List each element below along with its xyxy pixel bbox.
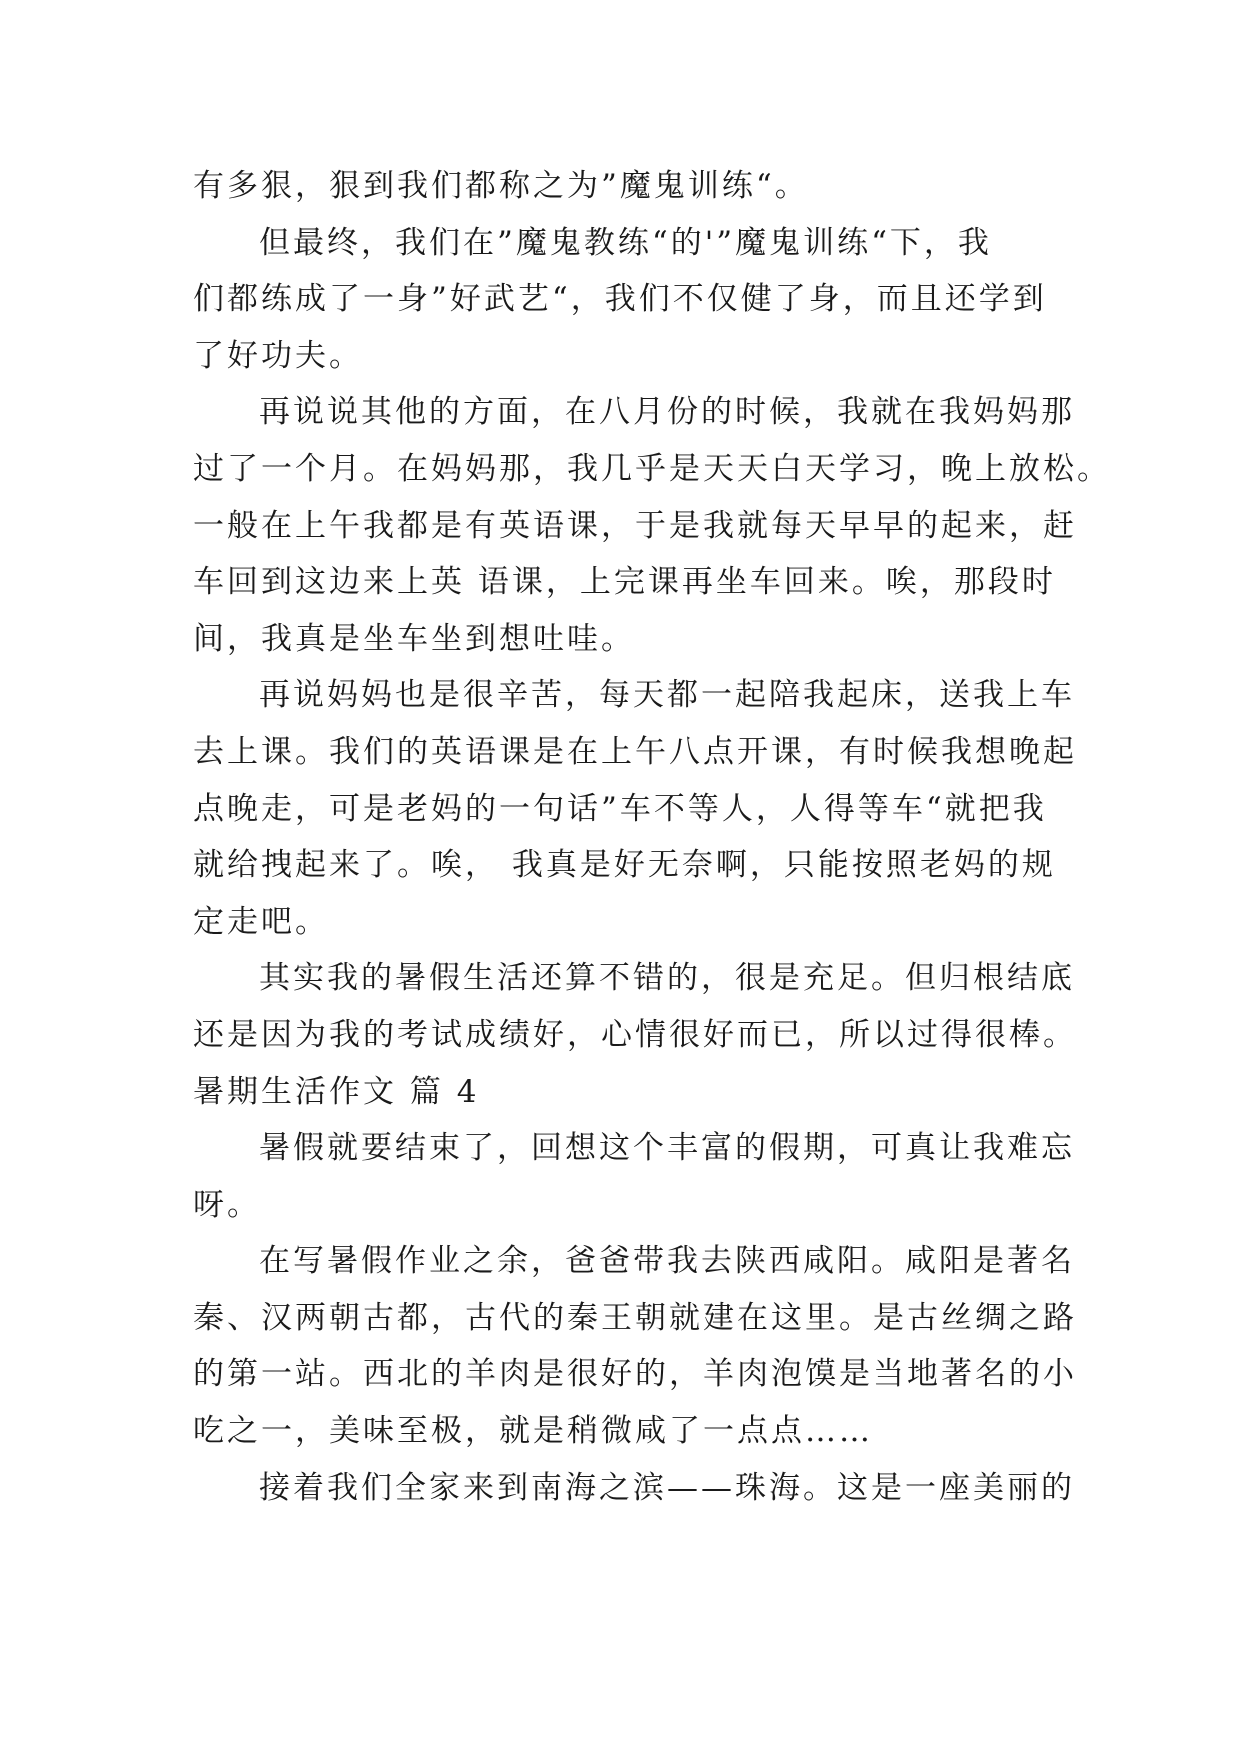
section-heading: 暑期生活作文 篇 4 bbox=[193, 1073, 480, 1110]
text-line: 再说说其他的方面，在八月份的时候，我就在我妈妈那 bbox=[259, 394, 1075, 431]
text-line: 一般在上午我都是有英语课，于是我就每天早早的起来，赶 bbox=[193, 507, 1077, 544]
text-line: 暑假就要结束了，回想这个丰富的假期，可真让我难忘 bbox=[259, 1130, 1075, 1167]
text-line: 的第一站。西北的羊肉是很好的，羊肉泡馍是当地著名的小 bbox=[193, 1356, 1077, 1393]
text-line: 过了一个月。在妈妈那，我几乎是天天白天学习，晚上放松。 bbox=[193, 450, 1111, 487]
text-line: 们都练成了一身”好武艺“，我们不仅健了身，而且还学到 bbox=[193, 281, 1047, 318]
text-line: 车回到这边来上英 语课，上完课再坐车回来。唉，那段时 bbox=[193, 564, 1056, 601]
text-line: 了好功夫。 bbox=[193, 337, 363, 374]
text-line: 间，我真是坐车坐到想吐哇。 bbox=[193, 620, 635, 657]
text-line: 定走吧。 bbox=[193, 903, 329, 940]
text-line: 去上课。我们的英语课是在上午八点开课，有时候我想晚起 bbox=[193, 733, 1077, 770]
text-line: 呀。 bbox=[193, 1186, 261, 1223]
text-line: 就给拽起来了。唉， 我真是好无奈啊，只能按照老妈的规 bbox=[193, 847, 1056, 884]
text-line: 再说妈妈也是很辛苦，每天都一起陪我起床，送我上车 bbox=[259, 677, 1075, 714]
text-line: 秦、汉两朝古都，古代的秦王朝就建在这里。是古丝绸之路 bbox=[193, 1299, 1077, 1336]
text-line: 接着我们全家来到南海之滨——珠海。这是一座美丽的 bbox=[259, 1469, 1075, 1506]
body-text bbox=[193, 158, 1111, 1516]
text-line: 在写暑假作业之余，爸爸带我去陕西咸阳。咸阳是著名 bbox=[259, 1243, 1075, 1280]
text-line: 还是因为我的考试成绩好，心情很好而已，所以过得很棒。 bbox=[193, 1016, 1077, 1053]
text-line: 其实我的暑假生活还算不错的，很是充足。但归根结底 bbox=[259, 960, 1075, 997]
text-line: 有多狠，狠到我们都称之为”魔鬼训练“。 bbox=[193, 168, 809, 204]
text-line: 吃之一，美味至极，就是稍微咸了一点点…… bbox=[193, 1413, 873, 1450]
text-line: 点晚走，可是老妈的一句话”车不等人，人得等车“就把我 bbox=[193, 790, 1047, 827]
text-line: 但最终，我们在”魔鬼教练“的'”魔鬼训练“下，我 bbox=[259, 224, 992, 261]
